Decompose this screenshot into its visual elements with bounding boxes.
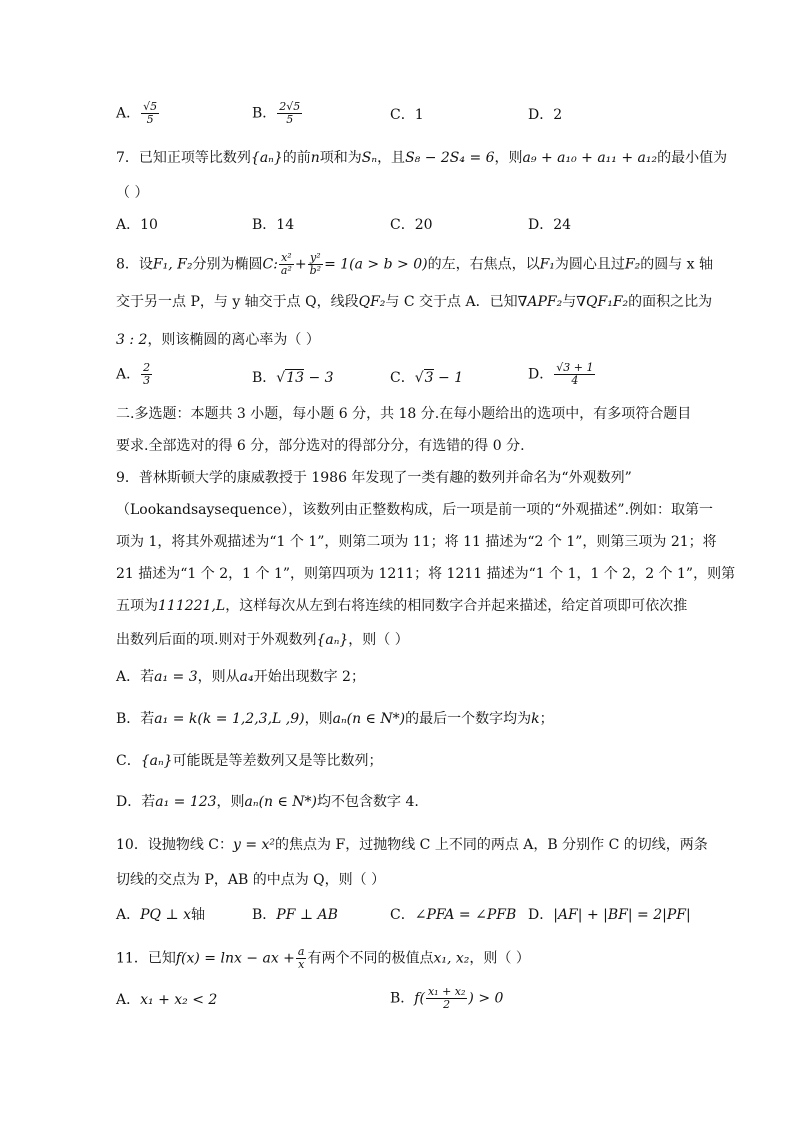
text: 的面积之比为 <box>628 294 713 310</box>
math: − 1 <box>433 370 464 386</box>
q10-option-b <box>252 905 338 925</box>
numerator: y² <box>308 252 323 265</box>
text: ，则 <box>304 711 333 727</box>
q7-answer-paren: （ ） <box>116 185 149 201</box>
q7-options <box>116 215 716 243</box>
text: 的最后一个数字均为 <box>405 711 532 727</box>
text: A．若 <box>116 669 155 685</box>
text: B．若 <box>116 711 155 727</box>
text: 可能既是等差数列又是等比数列； <box>172 753 383 769</box>
text: 分别为椭圆 <box>192 256 263 273</box>
q8-option-d <box>528 362 596 387</box>
fraction <box>554 362 595 387</box>
radicand: 13 <box>286 370 305 386</box>
option-label: B． <box>252 105 277 122</box>
text: 7．已知正项等比数列 <box>116 150 251 166</box>
text: 开始出现数字 2； <box>253 669 365 685</box>
math: F₁ <box>539 256 555 273</box>
denominator: a² <box>280 264 292 277</box>
q10-line-1 <box>116 835 708 855</box>
text: 的最小值为 <box>657 150 728 166</box>
math: ∇QF₁F₂ <box>576 294 629 310</box>
math: x₁, x₂ <box>433 950 470 967</box>
q10-option-d <box>528 905 691 925</box>
math: PQ ⊥ x <box>140 907 191 923</box>
text: 的前 <box>282 150 311 166</box>
q7-option-c: C．20 <box>390 217 433 233</box>
math: x₁ + x₂ < 2 <box>140 992 218 1008</box>
fraction <box>296 946 307 971</box>
option-label: C． <box>390 907 415 923</box>
text: 有两个不同的极值点 <box>307 950 434 967</box>
math: a₁ = 3 <box>154 669 198 685</box>
q9-option-b <box>116 709 554 729</box>
q7-stem <box>116 148 727 168</box>
fraction <box>308 252 323 277</box>
math: f <box>414 990 420 1007</box>
text: 的左，右焦点，以 <box>427 256 540 273</box>
q6-option-a <box>116 101 160 126</box>
q10-option-a <box>116 905 205 925</box>
text: 轴 <box>190 907 205 923</box>
denominator: 5 <box>286 113 294 126</box>
fraction <box>141 101 159 126</box>
option-label: A． <box>116 992 141 1008</box>
numerator: 2√5 <box>279 100 301 113</box>
fraction <box>426 986 467 1011</box>
text: D．若 <box>116 794 156 810</box>
math: f(x) = lnx − ax + <box>175 950 295 967</box>
option-label: D． <box>528 366 554 383</box>
text: 的圆与 x 轴 <box>640 256 714 273</box>
q10-line-2: 切线的交点为 P，AB 的中点为 Q，则（ ） <box>116 872 386 888</box>
text: ，则该椭圆的离心率为（ ） <box>147 332 320 348</box>
math: F₂ <box>624 256 641 273</box>
math: QF₂ <box>358 294 386 310</box>
numerator: x₁ + x₂ <box>427 985 466 998</box>
math: = 1(a > b > 0) <box>324 256 428 273</box>
math: {aₙ} <box>250 150 283 166</box>
q8-option-c <box>390 368 463 388</box>
q9-line-2: （Lookandsaysequence），该数列由正整数构成，后一项是前一项的“外观描述”.例如：取第一 <box>116 502 714 518</box>
math: {aₙ} <box>140 753 173 769</box>
text: 与 C 交于点 A．已知 <box>385 294 518 310</box>
radicand: 3 <box>424 370 434 386</box>
math: a₁ = k(k = 1,2,3,L ,9) <box>154 711 305 727</box>
math: PF ⊥ AB <box>276 907 338 923</box>
math: ∇APF₂ <box>517 294 563 310</box>
q8-option-b <box>252 368 334 388</box>
q8-stem-line-1: 8．设F₁, F₂分别为椭圆C: $\frac{\text{x²}}{\text{a²}}$ + $\frac{\text{y²}}{\text{b²}}$ = 1(a > b > 0)的左，右焦点，以F₁为圆心且过F₂的圆与 x 轴 <box>116 251 714 277</box>
text: ，则从 <box>197 669 240 685</box>
math: > 0 <box>478 990 504 1007</box>
q8-stem-line-2 <box>116 292 712 312</box>
math: − 3 <box>304 370 334 386</box>
math: ∠PFA = ∠PFB <box>414 907 517 923</box>
math: aₙ(n ∈ N*) <box>332 711 406 727</box>
numerator: 2 <box>143 361 151 374</box>
section2-instructions-1: 二.多选题：本题共 3 小题，每小题 6 分，共 18 分.在每小题给出的选项中，有多项符合题目 <box>116 406 692 422</box>
text: C． <box>116 753 141 769</box>
text: 的焦点为 F，过抛物线 C 上不同的两点 A，B 分别作 C 的切线，两条 <box>275 837 708 853</box>
math: 111221,L <box>158 598 226 614</box>
numerator: √5 <box>143 100 158 113</box>
math: F₁, F₂ <box>152 256 193 273</box>
q6-option-d: D．2 <box>528 107 563 123</box>
text: 10．设抛物线 C： <box>116 837 233 853</box>
q9-line-6 <box>116 630 409 650</box>
math: a₄ <box>239 669 254 685</box>
math: y = x² <box>232 837 276 853</box>
text: ； <box>539 711 554 727</box>
q8-stem-line-3 <box>116 330 320 350</box>
math: 3 : 2 <box>116 332 148 348</box>
q10-options <box>116 905 716 933</box>
q10-option-c <box>390 905 516 925</box>
option-label: B． <box>252 907 277 923</box>
math: Sₙ <box>361 150 378 166</box>
q7-option-a: A．10 <box>116 217 158 233</box>
q9-line-1: 9．普林斯顿大学的康威教授于 1986 年发现了一类有趣的数列并命名为“外观数列” <box>116 470 632 486</box>
q11-option-a <box>116 990 217 1010</box>
denominator: 3 <box>143 374 151 387</box>
fraction <box>277 101 302 126</box>
q8-options <box>116 362 716 390</box>
fraction <box>141 362 152 387</box>
math: C: <box>262 256 278 273</box>
math: √3 − 1 <box>414 370 464 386</box>
denominator: 5 <box>146 113 154 126</box>
text: 8．设 <box>116 256 153 273</box>
q11-option-b: B．f( $\frac{\text{x₁ + x₂}}{2}$ ) > 0 <box>390 985 504 1011</box>
denominator: x <box>298 958 305 971</box>
q9-option-d <box>116 792 419 812</box>
q11-options <box>116 986 716 1014</box>
q11-stem <box>116 946 530 971</box>
text: 11．已知 <box>116 950 176 967</box>
q9-line-5 <box>116 596 687 616</box>
math: n <box>310 150 320 166</box>
text: ，则（ ） <box>348 632 409 648</box>
text: ，则（ ） <box>469 950 530 967</box>
math: a₁ = 123 <box>155 794 217 810</box>
text: ，则 <box>216 794 245 810</box>
math: |AF| + |BF| = 2|PF| <box>553 907 691 923</box>
option-label: B． <box>252 370 277 386</box>
q6-options <box>116 101 716 129</box>
text: 与 <box>562 294 577 310</box>
option-label: D． <box>528 907 554 923</box>
q8-option-a <box>116 362 153 387</box>
option-label: A． <box>116 366 141 383</box>
math: √13 − 3 <box>276 370 334 386</box>
option-label: A． <box>116 907 141 923</box>
text: 五项为 <box>116 598 158 614</box>
math: k <box>531 711 540 727</box>
denominator: b² <box>309 264 322 277</box>
text: 交于另一点 P，与 y 轴交于点 Q，线段 <box>116 294 359 310</box>
q9-line-3: 项为 1，将其外观描述为“1 个 1”，则第二项为 11；将 11 描述为“2 个 1”，则第三项为 21；将 <box>116 534 717 550</box>
math: a₉ + a₁₀ + a₁₁ + a₁₂ <box>522 150 658 166</box>
text: 出数列后面的项.则对于外观数列 <box>116 632 317 648</box>
denominator: 2 <box>443 998 451 1011</box>
text: ，则 <box>494 150 523 166</box>
text: 均不包含数字 4. <box>317 794 419 810</box>
option-label: C． <box>390 370 415 386</box>
text: ，这样每次从左到右将连续的相同数字合并起来描述，给定首项即可依次推 <box>225 598 688 614</box>
option-label: A． <box>116 105 141 122</box>
denominator: 4 <box>571 374 579 387</box>
q7-option-b: B．14 <box>252 217 295 233</box>
math: S₈ − 2S₄ = 6 <box>405 150 495 166</box>
math: {aₙ} <box>316 632 349 648</box>
q9-option-a <box>116 667 365 687</box>
math: aₙ(n ∈ N*) <box>244 794 318 810</box>
q7-option-d: D．24 <box>528 217 572 233</box>
option-label: B． <box>390 990 415 1007</box>
text: ，且 <box>377 150 406 166</box>
q9-line-4: 21 描述为“1 个 2，1 个 1”，则第四项为 1211；将 1211 描述为“1 个 1，1 个 2，2 个 1”，则第 <box>116 566 736 582</box>
section2-instructions-2: 要求.全部选对的得 6 分，部分选对的得部分分，有选错的得 0 分. <box>116 438 525 454</box>
q9-option-c <box>116 751 383 771</box>
q6-option-c: C．1 <box>390 107 424 123</box>
text: 项和为 <box>319 150 362 166</box>
numerator: x² <box>279 252 294 265</box>
text: 为圆心且过 <box>554 256 625 273</box>
numerator: a <box>297 945 305 958</box>
numerator: √3 + 1 <box>556 361 594 374</box>
q6-option-b <box>252 101 303 126</box>
fraction <box>279 252 294 277</box>
